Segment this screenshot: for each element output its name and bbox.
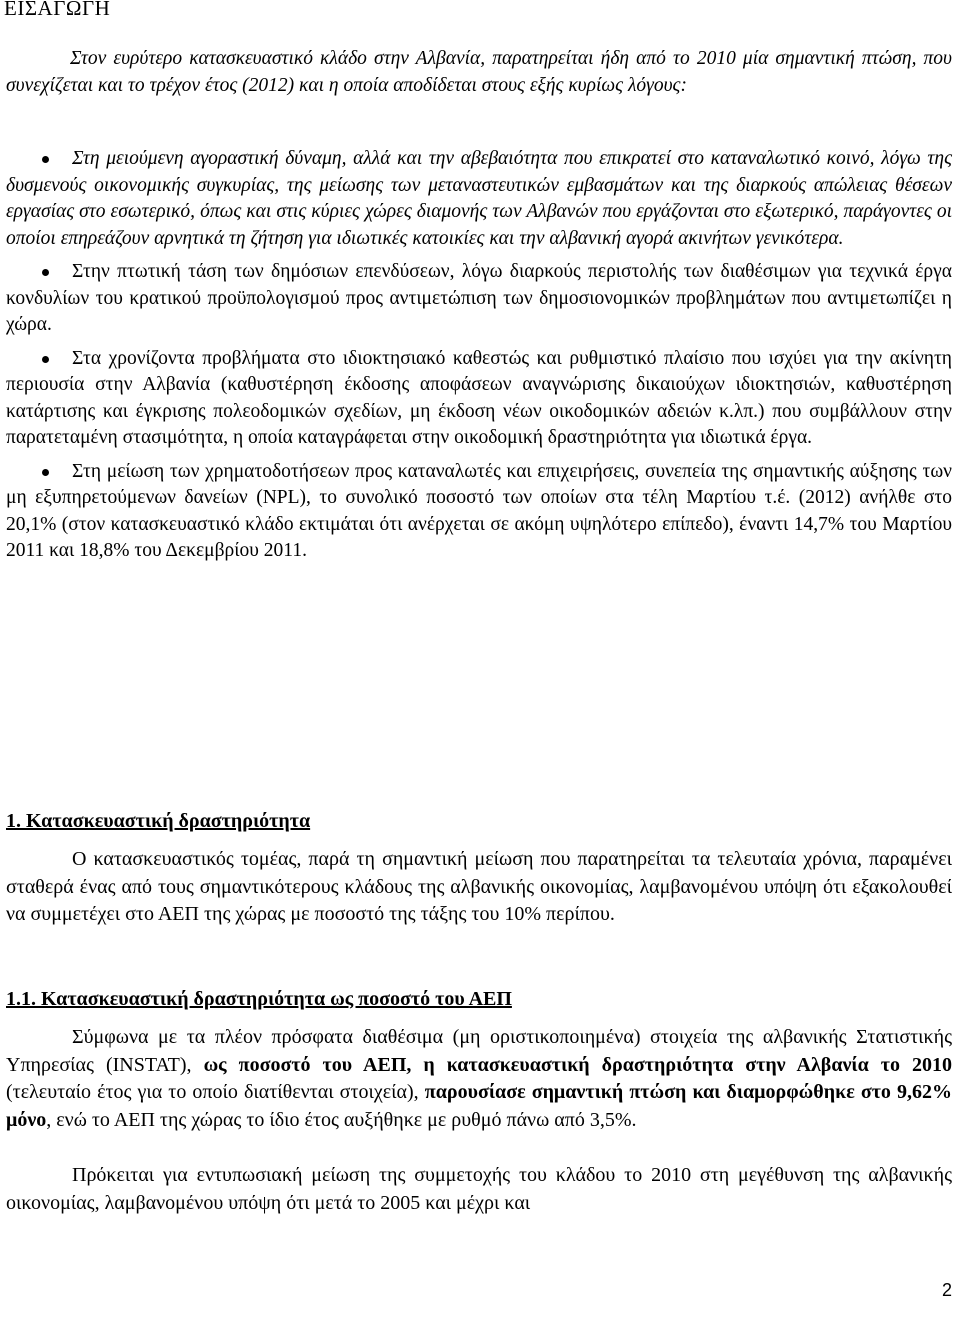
section-1-1-title: 1.1. Κατασκευαστική δραστηριότητα ως ποσοστό του ΑΕΠ (6, 988, 512, 1010)
section-1-1-paragraph-2: Πρόκειται για εντυπωσιακή μείωση της συμμετοχής του κλάδου το 2010 στη μεγέθυνση της αλβανικής οικονομίας, λαμβανομένου υπόψη ότι μετά το 2005 και μέχρι και (6, 1164, 952, 1214)
section-1-paragraph: Ο κατασκευαστικός τομέας, παρά τη σημαντική μείωση που παρατηρείται τα τελευταία χρόνια, παραμένει σταθερά ένας από τους σημαντικότερους κλάδους της αλβανικής οικονομίας, λαμβανομένου υπόψη ότι εξακολουθεί να συμμετέχει στο ΑΕΠ της χώρας με ποσοστό της τάξης του 10% περίπου. (6, 848, 952, 925)
bullet-icon (42, 269, 49, 276)
list-item (6, 459, 952, 565)
bold-run: ως ποσοστό του ΑΕΠ, η κατασκευαστική δραστηριότητα στην Αλβανία το 2010 (203, 1053, 953, 1076)
section-1-body (6, 846, 952, 929)
reasons-list (6, 146, 952, 565)
intro-paragraph: Στον ευρύτερο κατασκευαστικό κλάδο στην Αλβανία, παρατηρείται ήδη από το 2010 μία σημαντική πτώση, που συνεχίζεται και το τρέχον έτος (2012) και η οποία αποδίδεται στους εξής κυρίως λόγους: (6, 48, 952, 96)
list-item (6, 259, 952, 339)
bullet-icon (42, 469, 49, 476)
bullet-icon (42, 156, 49, 163)
section-1-title: 1. Κατασκευαστική δραστηριότητα (6, 810, 311, 832)
list-item (6, 146, 952, 252)
list-item-text: Στα χρονίζοντα προβλήματα στο ιδιοκτησιακό καθεστώς και ρυθμιστικό πλαίσιο που ισχύει για την ακίνητη περιουσία στην Αλβανία (καθυστέρηση έκδοσης αποφάσεων αναγνώρισης δικαιούχων ιδιοκτησιών, καθυστέρηση κατάρτισης και έγκρισης πολεοδομικών σχεδίων, μη έκδοση νέων οικοδομικών αδειών κ.λπ.) που συμβάλλουν στην παρατεταμένη στασιμότητα, η οποία καταγράφεται στην οικοδομική δραστηριότητα για ιδιωτικά έργα. (6, 347, 952, 448)
bullet-icon (42, 356, 49, 363)
text-run: (τελευταίο έτος για το οποίο διατίθενται στοιχεία), (6, 1081, 425, 1103)
section-1-1-body (6, 1024, 952, 1217)
intro-block (6, 46, 952, 99)
document-heading: ΕΙΣΑΓΩΓΗ (4, 0, 111, 20)
list-item-text: Στην πτωτική τάση των δημόσιων επενδύσεων, λόγω διαρκούς περιστολής των διαθέσιμων για τεχνικά έργα κονδυλίων του κρατικού προϋπολογισμού προς αντιμετώπιση των δημοσιονομικών προβλημάτων που αντιμετωπίζει η χώρα. (6, 261, 952, 335)
bold-run: παρουσίασε σημαντική πτώση και διαμορφώθηκε στο 9,62% μόνο (6, 1081, 953, 1131)
text-run: , ενώ το ΑΕΠ της χώρας το ίδιο έτος αυξήθηκε με ρυθμό πάνω από 3,5%. (46, 1108, 637, 1131)
list-item (6, 346, 952, 452)
page-number: 2 (941, 1280, 952, 1300)
text-run: Σύμφωνα με τα πλέον πρόσφατα διαθέσιμα (μη οριστικοποιημένα) στοιχεία της αλβανικής Στατιστικής Υπηρεσίας (INSTAT), (6, 1026, 952, 1076)
section-1-1-paragraph-1 (6, 1024, 952, 1134)
list-item-text: Στη μειούμενη αγοραστική δύναμη, αλλά και την αβεβαιότητα που επικρατεί στο καταναλωτικό κοινό, λόγω της δυσμενούς οικονομικής συγκυρίας, της μείωσης των μεταναστευτικών εμβασμάτων και της διαρκούς απώλειας θέσεων εργασίας στο εσωτερικό, όπως και στις κύριες χώρες διαμονής των Αλβανών που εργάζονται στο εξωτερικό, παράγοντες οι οποίοι επηρεάζουν αρνητικά τη ζήτηση για ιδιωτικές κατοικίες και την αλβανική αγορά ακινήτων γενικότερα. (6, 148, 952, 249)
list-item-text: Στη μείωση των χρηματοδοτήσεων προς καταναλωτές και επιχειρήσεις, συνεπεία της σημαντικής αύξησης των μη εξυπηρετούμενων δανείων (NPL), το συνολικό ποσοστό των οποίων στα τέλη Μαρτίου τ.έ. (2012) ανήλθε στο 20,1% (στον κατασκευαστικό κλάδο εκτιμάται ότι ανέρχεται σε ακόμη υψηλότερο επίπεδο), έναντι 14,7% του Μαρτίου 2011 και 18,8% του Δεκεμβρίου 2011. (6, 460, 952, 561)
